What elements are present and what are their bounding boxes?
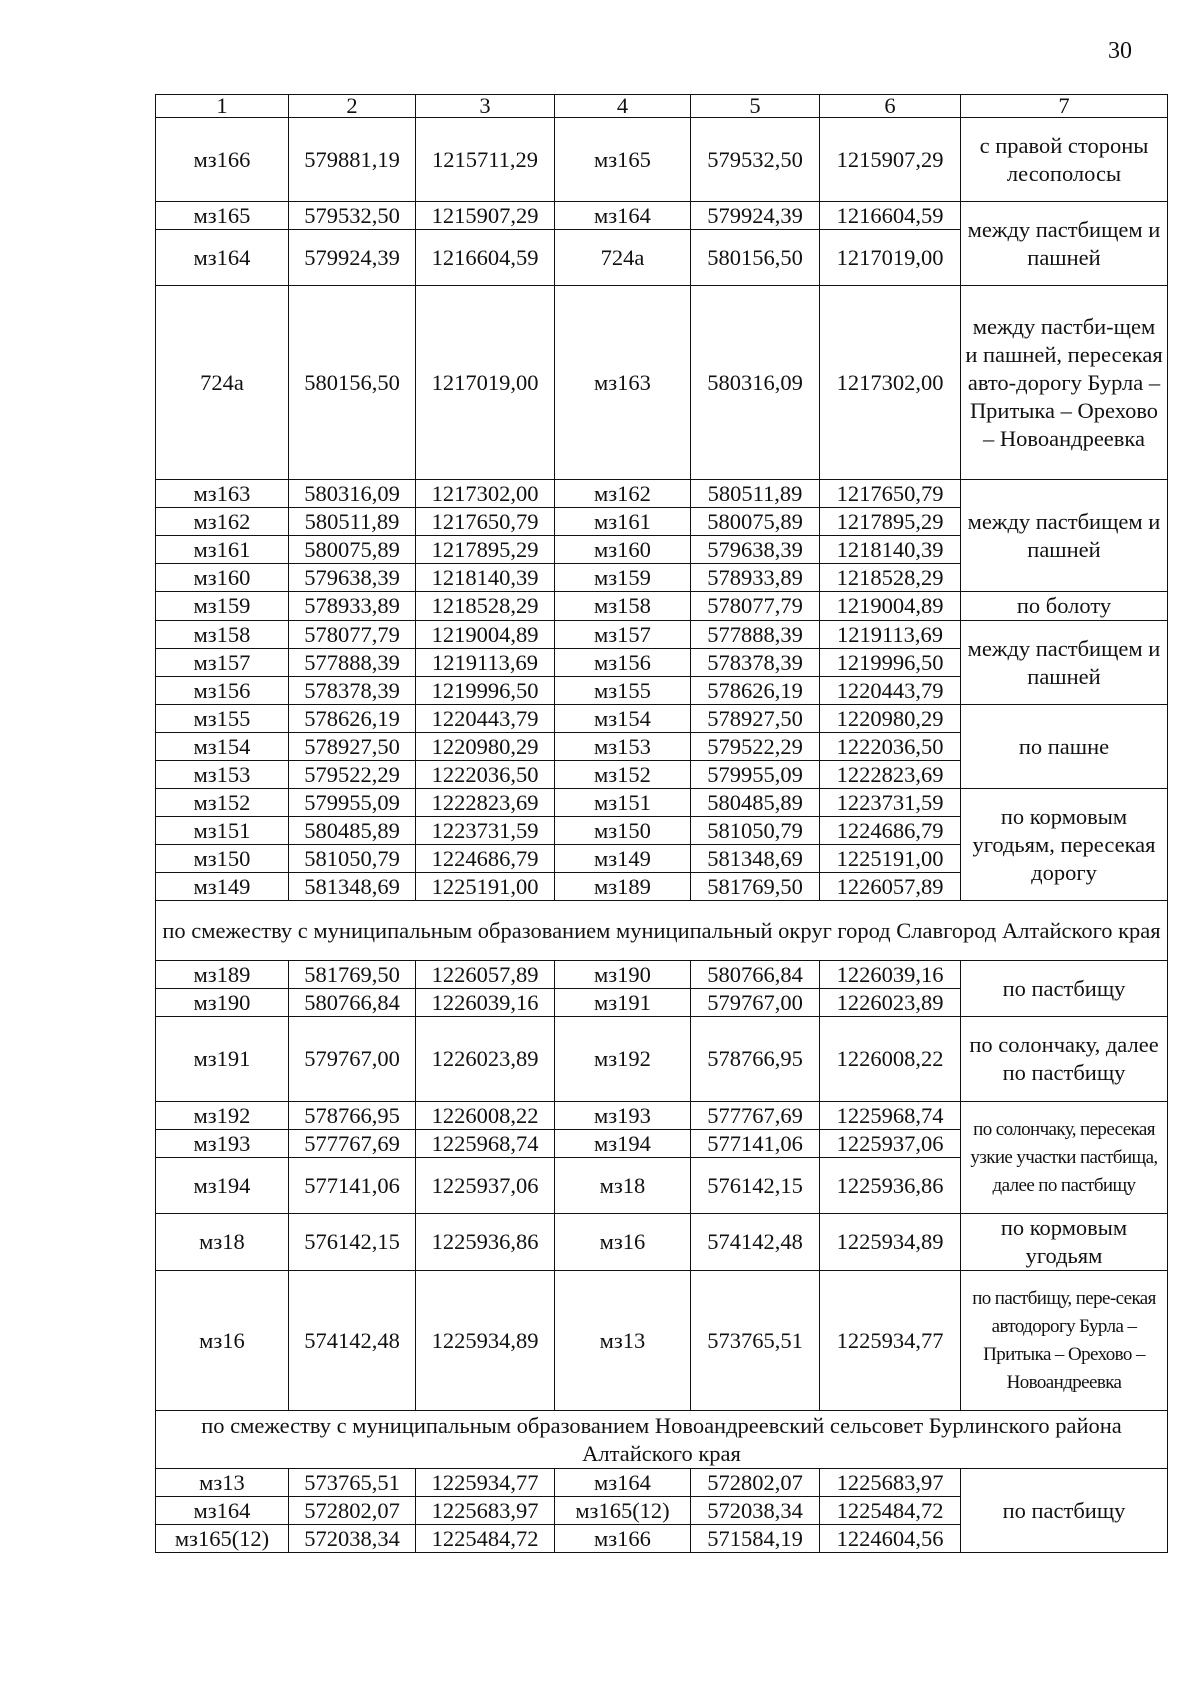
coordinate-cell: 1217650,79 xyxy=(416,508,555,536)
point-id-cell: мз16 xyxy=(156,1271,289,1411)
point-id-cell: мз152 xyxy=(555,761,691,789)
boundary-description-cell: между пастбищем и пашней xyxy=(961,202,1168,286)
point-id-cell: мз193 xyxy=(156,1130,289,1158)
table-row xyxy=(156,705,1168,733)
coordinate-cell: 580075,89 xyxy=(289,536,416,564)
coordinate-cell: 571584,19 xyxy=(691,1525,820,1553)
boundary-description-cell: между пастбищем и пашней xyxy=(961,621,1168,705)
header-row xyxy=(156,95,1168,118)
coordinate-cell: 574142,48 xyxy=(289,1271,416,1411)
coordinate-cell: 1215907,29 xyxy=(416,202,555,230)
coordinate-cell: 1217302,00 xyxy=(416,480,555,508)
coordinate-cell: 580316,09 xyxy=(691,286,820,480)
coordinate-cell: 577141,06 xyxy=(289,1158,416,1214)
coordinate-cell: 581769,50 xyxy=(691,873,820,901)
coordinate-cell: 581050,79 xyxy=(289,845,416,873)
table-row xyxy=(156,1271,1168,1411)
coordinate-cell: 578766,95 xyxy=(289,1102,416,1130)
point-id-cell: мз191 xyxy=(156,1017,289,1102)
table-row xyxy=(156,961,1168,989)
point-id-cell: мз18 xyxy=(555,1158,691,1214)
table-row xyxy=(156,1017,1168,1102)
coordinate-cell: 572802,07 xyxy=(691,1469,820,1497)
boundary-description-cell: между пастби-щем и пашней, пересекая авто-дорогу Бурла – Притыка – Орехово – Новоандреевка xyxy=(961,286,1168,480)
coordinate-cell: 1218140,39 xyxy=(820,536,961,564)
coordinate-cell: 1226039,16 xyxy=(820,961,961,989)
coordinate-cell: 574142,48 xyxy=(691,1214,820,1271)
coordinate-cell: 1226008,22 xyxy=(820,1017,961,1102)
coordinate-cell: 578766,95 xyxy=(691,1017,820,1102)
coordinate-cell: 579522,29 xyxy=(289,761,416,789)
coordinate-cell: 1225968,74 xyxy=(820,1102,961,1130)
point-id-cell: мз158 xyxy=(555,592,691,621)
coordinate-cell: 578626,19 xyxy=(289,705,416,733)
coordinate-cell: 580485,89 xyxy=(691,789,820,817)
table-row xyxy=(156,789,1168,817)
coordinate-cell: 1217650,79 xyxy=(820,480,961,508)
point-id-cell: мз161 xyxy=(156,536,289,564)
column-number: 1 xyxy=(156,95,289,118)
coordinate-cell: 1225934,89 xyxy=(820,1214,961,1271)
coordinate-cell: 1226008,22 xyxy=(416,1102,555,1130)
point-id-cell: мз160 xyxy=(555,536,691,564)
coordinate-cell: 581348,69 xyxy=(289,873,416,901)
point-id-cell: мз189 xyxy=(156,961,289,989)
coordinate-cell: 579638,39 xyxy=(691,536,820,564)
column-number: 5 xyxy=(691,95,820,118)
coordinate-cell: 580766,84 xyxy=(289,989,416,1017)
coordinate-cell: 577767,69 xyxy=(289,1130,416,1158)
column-number: 7 xyxy=(961,95,1168,118)
table-row xyxy=(156,118,1168,202)
point-id-cell: мз154 xyxy=(156,733,289,761)
point-id-cell: мз13 xyxy=(555,1271,691,1411)
coordinate-cell: 579767,00 xyxy=(691,989,820,1017)
coordinate-cell: 1220443,79 xyxy=(820,677,961,705)
coordinate-cell: 1225934,77 xyxy=(820,1271,961,1411)
boundary-description-cell: по болоту xyxy=(961,592,1168,621)
coordinate-cell: 1220443,79 xyxy=(416,705,555,733)
coordinate-cell: 580075,89 xyxy=(691,508,820,536)
point-id-cell: мз166 xyxy=(156,118,289,202)
coordinate-cell: 1225936,86 xyxy=(416,1214,555,1271)
point-id-cell: мз190 xyxy=(555,961,691,989)
point-id-cell: мз16 xyxy=(555,1214,691,1271)
table-row xyxy=(156,621,1168,649)
point-id-cell: мз150 xyxy=(156,845,289,873)
point-id-cell: мз156 xyxy=(555,649,691,677)
coordinate-cell: 580316,09 xyxy=(289,480,416,508)
column-number: 2 xyxy=(289,95,416,118)
table-row xyxy=(156,286,1168,480)
point-id-cell: мз151 xyxy=(555,789,691,817)
coordinate-cell: 1225484,72 xyxy=(820,1497,961,1525)
coordinate-cell: 579532,50 xyxy=(691,118,820,202)
coordinate-cell: 1219004,89 xyxy=(820,592,961,621)
coordinate-cell: 1226057,89 xyxy=(820,873,961,901)
point-id-cell: мз164 xyxy=(555,202,691,230)
coordinate-cell: 572038,34 xyxy=(691,1497,820,1525)
coordinate-cell: 1225968,74 xyxy=(416,1130,555,1158)
coordinate-cell: 1226023,89 xyxy=(416,1017,555,1102)
coordinate-cell: 1225683,97 xyxy=(416,1497,555,1525)
coordinate-cell: 1217895,29 xyxy=(820,508,961,536)
boundary-description-cell: между пастбищем и пашней xyxy=(961,480,1168,592)
coordinate-cell: 579924,39 xyxy=(691,202,820,230)
coordinate-cell: 1217019,00 xyxy=(416,286,555,480)
point-id-cell: мз159 xyxy=(555,564,691,592)
coordinate-cell: 576142,15 xyxy=(289,1214,416,1271)
coordinate-cell: 1220980,29 xyxy=(820,705,961,733)
coordinate-cell: 579955,09 xyxy=(289,789,416,817)
point-id-cell: мз194 xyxy=(555,1130,691,1158)
coordinate-cell: 579532,50 xyxy=(289,202,416,230)
point-id-cell: мз193 xyxy=(555,1102,691,1130)
coordinate-cell: 577888,39 xyxy=(289,649,416,677)
point-id-cell: мз165(12) xyxy=(555,1497,691,1525)
point-id-cell: 724а xyxy=(156,286,289,480)
point-id-cell: мз157 xyxy=(156,649,289,677)
point-id-cell: мз159 xyxy=(156,592,289,621)
coordinate-cell: 1225934,77 xyxy=(416,1469,555,1497)
coordinate-cell: 579638,39 xyxy=(289,564,416,592)
coordinate-cell: 1219004,89 xyxy=(416,621,555,649)
coordinate-cell: 579522,29 xyxy=(691,733,820,761)
coordinate-cell: 1225484,72 xyxy=(416,1525,555,1553)
boundary-description-cell: с правой стороны лесополосы xyxy=(961,118,1168,202)
section-row xyxy=(156,1411,1168,1469)
point-id-cell: мз166 xyxy=(555,1525,691,1553)
point-id-cell: мз155 xyxy=(156,705,289,733)
point-id-cell: мз153 xyxy=(156,761,289,789)
coordinate-cell: 580156,50 xyxy=(691,230,820,286)
coordinate-cell: 1225191,00 xyxy=(416,873,555,901)
boundary-description-cell: по пашне xyxy=(961,705,1168,789)
point-id-cell: мз149 xyxy=(156,873,289,901)
coordinate-cell: 1219996,50 xyxy=(820,649,961,677)
coordinate-cell: 1225936,86 xyxy=(820,1158,961,1214)
boundary-description-cell: по пастбищу xyxy=(961,961,1168,1017)
coordinate-cell: 577767,69 xyxy=(691,1102,820,1130)
coordinate-cell: 578626,19 xyxy=(691,677,820,705)
coordinate-cell: 1225683,97 xyxy=(820,1469,961,1497)
coordinate-cell: 581348,69 xyxy=(691,845,820,873)
coordinate-cell: 1225937,06 xyxy=(416,1158,555,1214)
point-id-cell: мз152 xyxy=(156,789,289,817)
column-number: 4 xyxy=(555,95,691,118)
coordinate-cell: 580511,89 xyxy=(289,508,416,536)
column-number: 3 xyxy=(416,95,555,118)
coordinate-cell: 1216604,59 xyxy=(416,230,555,286)
coordinate-cell: 577141,06 xyxy=(691,1130,820,1158)
coordinate-cell: 1218140,39 xyxy=(416,564,555,592)
coordinate-cell: 578927,50 xyxy=(691,705,820,733)
coordinate-cell: 578077,79 xyxy=(691,592,820,621)
coordinate-cell: 1223731,59 xyxy=(416,817,555,845)
coordinate-cell: 580511,89 xyxy=(691,480,820,508)
section-heading: по смежеству с муниципальным образованием Новоандреевский сельсовет Бурлинского района Алтайского края xyxy=(156,1411,1168,1469)
coordinate-cell: 1220980,29 xyxy=(416,733,555,761)
boundary-description-cell: по пастбищу, пере-секая автодорогу Бурла – Притыка – Орехово – Новоандреевка xyxy=(961,1271,1168,1411)
coordinate-cell: 577888,39 xyxy=(691,621,820,649)
coordinate-cell: 1224686,79 xyxy=(416,845,555,873)
point-id-cell: мз164 xyxy=(555,1469,691,1497)
coordinate-cell: 579955,09 xyxy=(691,761,820,789)
table-row xyxy=(156,592,1168,621)
section-row xyxy=(156,901,1168,961)
coordinate-cell: 1225191,00 xyxy=(820,845,961,873)
coordinate-cell: 578378,39 xyxy=(289,677,416,705)
point-id-cell: мз150 xyxy=(555,817,691,845)
coordinate-cell: 580766,84 xyxy=(691,961,820,989)
coordinate-cell: 1219996,50 xyxy=(416,677,555,705)
coordinate-cell: 1226023,89 xyxy=(820,989,961,1017)
point-id-cell: мз163 xyxy=(156,480,289,508)
point-id-cell: мз165(12) xyxy=(156,1525,289,1553)
page-number: 30 xyxy=(1108,38,1132,64)
point-id-cell: мз194 xyxy=(156,1158,289,1214)
point-id-cell: мз192 xyxy=(555,1017,691,1102)
coordinate-cell: 573765,51 xyxy=(289,1469,416,1497)
point-id-cell: мз155 xyxy=(555,677,691,705)
table-row xyxy=(156,480,1168,508)
point-id-cell: мз165 xyxy=(156,202,289,230)
boundary-description-cell: по пастбищу xyxy=(961,1469,1168,1553)
coordinate-cell: 1226039,16 xyxy=(416,989,555,1017)
point-id-cell: мз162 xyxy=(555,480,691,508)
coordinate-cell: 1224686,79 xyxy=(820,817,961,845)
point-id-cell: мз157 xyxy=(555,621,691,649)
boundary-description-cell: по кормовым угодьям xyxy=(961,1214,1168,1271)
coordinate-cell: 572038,34 xyxy=(289,1525,416,1553)
coordinate-cell: 573765,51 xyxy=(691,1271,820,1411)
point-id-cell: мз190 xyxy=(156,989,289,1017)
coordinate-cell: 579881,19 xyxy=(289,118,416,202)
coordinate-cell: 1219113,69 xyxy=(416,649,555,677)
coordinate-cell: 580156,50 xyxy=(289,286,416,480)
coordinate-cell: 1222823,69 xyxy=(820,761,961,789)
point-id-cell: мз158 xyxy=(156,621,289,649)
point-id-cell: мз13 xyxy=(156,1469,289,1497)
point-id-cell: мз192 xyxy=(156,1102,289,1130)
coordinate-cell: 1222036,50 xyxy=(820,733,961,761)
point-id-cell: мз156 xyxy=(156,677,289,705)
coordinate-cell: 1215907,29 xyxy=(820,118,961,202)
coordinate-cell: 1219113,69 xyxy=(820,621,961,649)
coordinate-cell: 581050,79 xyxy=(691,817,820,845)
point-id-cell: мз164 xyxy=(156,230,289,286)
point-id-cell: мз149 xyxy=(555,845,691,873)
point-id-cell: мз160 xyxy=(156,564,289,592)
boundary-description-cell: по солончаку, пересекая узкие участки пастбища, далее по пастбищу xyxy=(961,1102,1168,1214)
coordinate-cell: 1217895,29 xyxy=(416,536,555,564)
point-id-cell: мз163 xyxy=(555,286,691,480)
point-id-cell: мз161 xyxy=(555,508,691,536)
coordinate-cell: 1222823,69 xyxy=(416,789,555,817)
coordinate-cell: 1218528,29 xyxy=(820,564,961,592)
point-id-cell: мз164 xyxy=(156,1497,289,1525)
point-id-cell: мз165 xyxy=(555,118,691,202)
table-row xyxy=(156,1469,1168,1497)
coordinate-cell: 576142,15 xyxy=(691,1158,820,1214)
point-id-cell: 724а xyxy=(555,230,691,286)
table-row xyxy=(156,1102,1168,1130)
coordinate-cell: 578927,50 xyxy=(289,733,416,761)
coordinate-cell: 1218528,29 xyxy=(416,592,555,621)
coordinate-cell: 578378,39 xyxy=(691,649,820,677)
point-id-cell: мз162 xyxy=(156,508,289,536)
coordinate-cell: 1217302,00 xyxy=(820,286,961,480)
boundary-coordinates-table xyxy=(155,94,1168,1553)
coordinate-cell: 578933,89 xyxy=(691,564,820,592)
coordinate-cell: 1225937,06 xyxy=(820,1130,961,1158)
coordinate-cell: 578077,79 xyxy=(289,621,416,649)
point-id-cell: мз153 xyxy=(555,733,691,761)
coordinate-cell: 572802,07 xyxy=(289,1497,416,1525)
point-id-cell: мз191 xyxy=(555,989,691,1017)
boundary-description-cell: по кормовым угодьям, пересекая дорогу xyxy=(961,789,1168,901)
coordinate-cell: 579924,39 xyxy=(289,230,416,286)
table-row xyxy=(156,202,1168,230)
point-id-cell: мз154 xyxy=(555,705,691,733)
coordinate-cell: 580485,89 xyxy=(289,817,416,845)
coordinate-cell: 1224604,56 xyxy=(820,1525,961,1553)
boundary-description-cell: по солончаку, далее по пастбищу xyxy=(961,1017,1168,1102)
coordinate-cell: 1226057,89 xyxy=(416,961,555,989)
point-id-cell: мз189 xyxy=(555,873,691,901)
coordinate-cell: 578933,89 xyxy=(289,592,416,621)
point-id-cell: мз18 xyxy=(156,1214,289,1271)
coordinate-cell: 579767,00 xyxy=(289,1017,416,1102)
coordinate-cell: 1217019,00 xyxy=(820,230,961,286)
section-heading: по смежеству с муниципальным образованием муниципальный округ город Славгород Алтайского края xyxy=(156,901,1168,961)
coordinate-cell: 1225934,89 xyxy=(416,1271,555,1411)
table-row xyxy=(156,1214,1168,1271)
coordinate-cell: 1223731,59 xyxy=(820,789,961,817)
coordinate-cell: 581769,50 xyxy=(289,961,416,989)
coordinate-cell: 1216604,59 xyxy=(820,202,961,230)
column-number: 6 xyxy=(820,95,961,118)
coordinate-cell: 1222036,50 xyxy=(416,761,555,789)
point-id-cell: мз151 xyxy=(156,817,289,845)
coordinate-cell: 1215711,29 xyxy=(416,118,555,202)
